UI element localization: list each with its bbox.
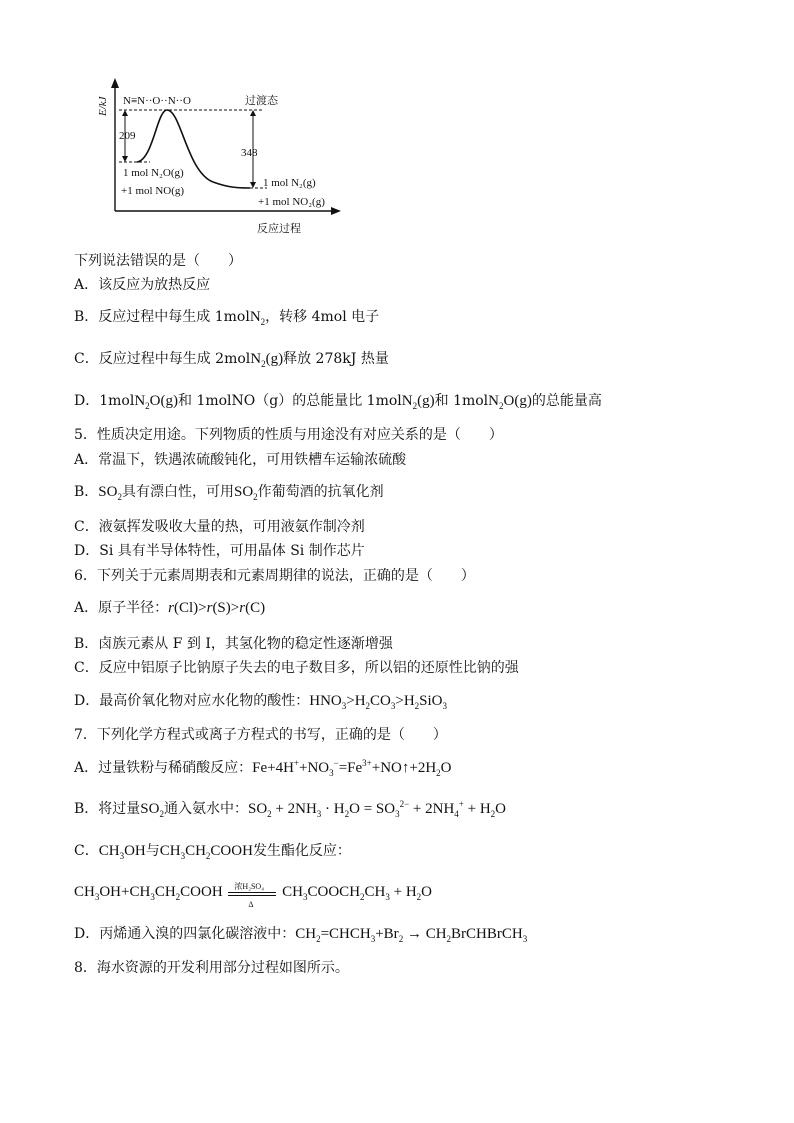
q5-b-post: 作葡萄酒的抗氧化剂 — [257, 484, 384, 500]
q4-d-mid1: 和 1molNO（g）的总能量比 1mol — [178, 393, 402, 409]
q6-option-d[interactable] — [74, 691, 447, 711]
q7-c-pre: C． — [74, 843, 99, 859]
q4-option-c[interactable] — [74, 349, 389, 369]
q4-c-post: 释放 278kJ 热量 — [283, 351, 389, 367]
q4-c-pre: C．反应过程中每生成 2mol — [74, 351, 251, 367]
q7-b-formula: $SO_2$ — [140, 801, 164, 819]
q5-option-b[interactable] — [74, 482, 384, 502]
q6-option-b[interactable]: B．卤族元素从 F 到 I，其氢化物的稳定性逐渐增强 — [74, 636, 393, 652]
q4-d-formula-3: $N_2O(g)$ — [488, 393, 532, 411]
q6-a-pre: A．原子半径： — [74, 600, 169, 616]
q8-stem: 8．海水资源的开发利用部分过程如图所示。 — [74, 960, 349, 976]
y-axis-arrow — [111, 78, 119, 88]
q4-stem: 下列说法错误的是（ ） — [74, 253, 242, 269]
x-axis-arrow — [331, 207, 341, 215]
ts-structure: N≡N··O··N··O — [123, 95, 191, 107]
q7-b-mid: 通入氨水中： — [163, 801, 248, 817]
q7-c-mid: 与 — [145, 843, 160, 859]
q7-stem: 7．下列化学方程式或离子方程式的书写，正确的是（ ） — [74, 727, 447, 743]
product-line-2: +1 mol NO₂(g) — [258, 196, 325, 208]
energy-diagram — [95, 76, 345, 236]
ea-value: 209 — [119, 130, 136, 142]
q7-option-c[interactable] — [74, 841, 351, 861]
q7-d-pre: D．丙烯通入溴的四氯化碳溶液中： — [74, 926, 296, 942]
q7-option-c-equation: $CH_3OH+CH_3CH_2COOH$ 浓H₂SO₄ Δ $CH_3COOCH_2CH_3 + H_2O$ — [74, 882, 432, 903]
q7-b-pre: B．将过量 — [74, 801, 141, 817]
product-line-1: 1 mol N₂(g) — [263, 177, 316, 189]
q6-d-pre: D．最高价氧化物对应水化物的酸性： — [74, 693, 310, 709]
q4-d-formula-1: $N_2O(g)$ — [134, 393, 178, 411]
q7-a-pre: A．过量铁粉与稀硝酸反应： — [74, 760, 253, 776]
q4-b-pre: B．反应过程中每生成 1mol — [74, 309, 250, 325]
q6-a-formula: r(Cl)>r(S)>r(C) — [168, 600, 266, 616]
q5-b-mid: 具有漂白性，可用 — [121, 484, 234, 500]
q7-c-post: 发生酯化反应： — [252, 843, 351, 859]
q7-c-formula-2: $CH_3CH_2COOH$ — [159, 843, 253, 861]
q7-option-d[interactable] — [74, 924, 527, 944]
q4-d-pre: D．1mol — [74, 393, 135, 409]
q7-a-equation: $Fe+4H^++NO_3^-=Fe^{3+}+NO↑+2H_2O$ — [252, 758, 452, 778]
q6-d-formula: $HNO_3>H_2CO_3>H_2SiO_3$ — [309, 693, 448, 711]
q4-option-d[interactable] — [74, 391, 602, 411]
y-axis-label: E/kJ — [97, 96, 109, 116]
q5-option-d[interactable]: D．Si 具有半导体特性，可用晶体 Si 制作芯片 — [74, 543, 365, 559]
x-axis-label: 反应过程 — [257, 223, 301, 235]
q6-option-c[interactable]: C．反应中铝原子比钠原子失去的电子数目多，所以铝的还原性比钠的强 — [74, 660, 519, 676]
q4-c-formula: $N_2(g)$ — [250, 351, 284, 369]
dh-value: 348 — [241, 147, 258, 159]
q4-option-a[interactable]: A．该反应为放热反应 — [74, 277, 211, 293]
reactant-line-1: 1 mol N₂O(g) — [123, 167, 184, 179]
q5-stem: 5．性质决定用途。下列物质的性质与用途没有对应关系的是（ ） — [74, 427, 503, 443]
q7-d-equation: $CH_2=CHCH_3+Br_2$ → $CH_2BrCHBrCH_3$ — [295, 926, 528, 944]
q7-b-equation: $SO_2 + 2NH_3 \cdot H_2O = SO_3^{2-} + 2NH_4^+ + H_2O$ — [247, 799, 507, 819]
q4-b-formula: $N_2$ — [249, 309, 266, 327]
q7-option-a[interactable] — [74, 758, 452, 778]
q4-d-post: 的总能量高 — [531, 393, 602, 409]
q4-d-formula-2: $N_2(g)$ — [401, 393, 435, 411]
q5-b-pre: B． — [74, 484, 99, 500]
q7-c-formula-1: $CH_3OH$ — [98, 843, 146, 861]
q7-option-b[interactable] — [74, 799, 506, 819]
reversible-arrow — [226, 881, 278, 909]
q5-option-c[interactable]: C．液氨挥发吸收大量的热，可用液氨作制冷剂 — [74, 519, 365, 535]
q6-stem: 6．下列关于元素周期表和元素周期律的说法，正确的是（ ） — [74, 568, 475, 584]
q5-b-formula-2: $SO_2$ — [233, 484, 258, 502]
arrow-condition-bottom: Δ — [248, 899, 254, 909]
q6-option-a[interactable] — [74, 598, 265, 618]
reactant-line-2: +1 mol NO(g) — [121, 185, 185, 197]
arrow-condition-top: 浓H₂SO₄ — [234, 881, 265, 891]
q4-d-mid2: 和 1mol — [434, 393, 489, 409]
ts-tag: 过渡态 — [245, 95, 278, 107]
q4-b-post: ，转移 4mol 电子 — [265, 309, 380, 325]
q5-option-a[interactable]: A．常温下，铁遇浓硫酸钝化，可用铁槽车运输浓硫酸 — [74, 452, 407, 468]
q5-b-formula-1: $SO_2$ — [98, 484, 122, 502]
q4-option-b[interactable] — [74, 307, 379, 327]
